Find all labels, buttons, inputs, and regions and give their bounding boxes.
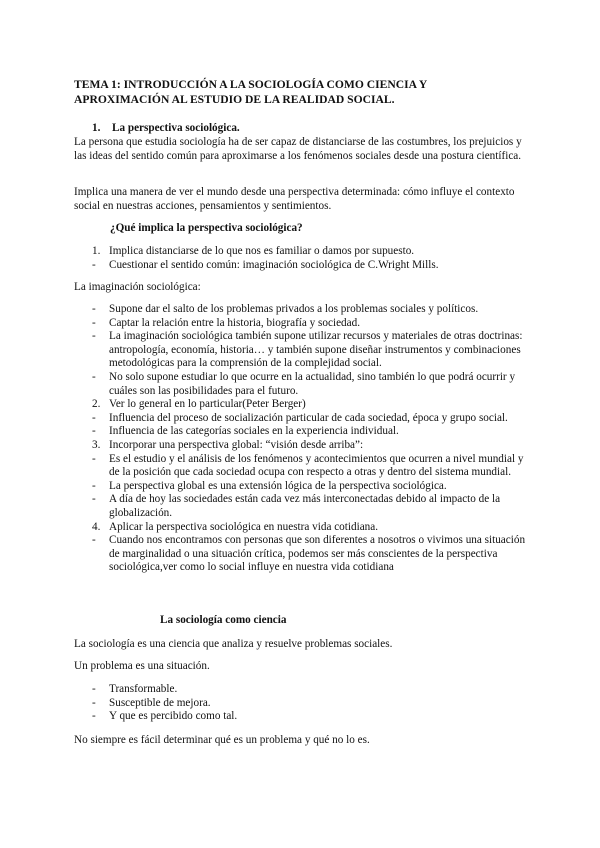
list-item-text: Aplicar la perspectiva sociológica en nuestra vida cotidiana. [109, 520, 379, 533]
paragraph: No siempre es fácil determinar qué es un problema y qué no lo es. [74, 734, 370, 746]
list-marker: - [92, 710, 96, 723]
paragraph: La imaginación sociológica: [74, 281, 201, 293]
list-item-text: Y que es percibido como tal. [109, 710, 238, 723]
list [74, 303, 534, 575]
list-marker: - [92, 534, 96, 547]
list-marker: - [92, 370, 96, 383]
list-item [74, 710, 534, 724]
title-line: TEMA 1: INTRODUCCIÓN A LA SOCIOLOGÍA COMO CIENCIA Y [74, 78, 428, 91]
list-marker: - [92, 452, 96, 465]
list-item [74, 259, 534, 273]
document-title [74, 77, 554, 107]
list-marker: - [92, 316, 96, 329]
list-item [74, 521, 534, 535]
list-marker: - [92, 479, 96, 492]
list-item-text: Implica distanciarse de lo que nos es familiar o damos por supuesto. [109, 245, 415, 257]
list-item [74, 371, 534, 398]
list-item-text: Cuestionar el sentido común: imaginación sociológica de C.Wright Mills. [109, 258, 439, 271]
section-heading [92, 122, 552, 136]
list-item [74, 439, 534, 453]
list-item [74, 425, 534, 439]
subsection-heading: ¿Qué implica la perspectiva sociológica? [110, 222, 303, 234]
list-item-text: Es el estudio y el análisis de los fenómenos y acontecimientos que ocurren a nivel mundial y de la posición que cada sociedad ocupa con respecto a otras y dentro del sistema mundial. [109, 452, 524, 479]
list-marker: - [92, 696, 96, 709]
list-item [74, 303, 534, 317]
list-item [74, 480, 534, 494]
paragraph: Implica una manera de ver el mundo desde una perspectiva determinada: cómo influye el contexto social en nuestras acciones, pensamientos y sentimientos. [74, 186, 515, 212]
list-marker: - [92, 425, 96, 438]
list-item-text: Cuando nos encontramos con personas que son diferentes a nosotros o vivimos una situación de marginalidad o una situación crítica, podemos ser más conscientes de la perspectiva sociológica,ver como lo social influye en nuestra vida cotidiana [109, 534, 526, 574]
list [74, 683, 534, 724]
list-item [74, 245, 534, 259]
list-item [74, 534, 534, 575]
list-item [74, 493, 534, 520]
section-heading: La sociología como ciencia [160, 614, 287, 626]
list-marker: 1. [92, 245, 101, 257]
list-item [74, 398, 534, 412]
list-item-text: A día de hoy las sociedades están cada vez más interconectadas debido al impacto de la globalización. [109, 493, 501, 519]
list-marker: 4. [92, 520, 101, 533]
list-marker: - [92, 493, 96, 506]
list-marker: 2. [92, 398, 101, 411]
list-item-text: Transformable. [109, 683, 178, 695]
paragraph: Un problema es una situación. [74, 660, 210, 672]
paragraph: La sociología es una ciencia que analiza y resuelve problemas sociales. [74, 638, 393, 650]
list-marker: - [92, 330, 96, 343]
list-item-text: Susceptible de mejora. [109, 696, 211, 709]
list-item [74, 412, 534, 426]
list [74, 245, 534, 272]
list-marker: - [92, 258, 96, 271]
title-line: APROXIMACIÓN AL ESTUDIO DE LA REALIDAD SOCIAL. [74, 93, 395, 106]
paragraph: La persona que estudia sociología ha de ser capaz de distanciarse de las costumbres, los prejuicios y las ideas del sentido común para aproximarse a los fenómenos sociales desde una postura científica. [74, 136, 522, 162]
list-item-text: Captar la relación entre la historia, biografía y sociedad. [109, 316, 360, 329]
list-item [74, 683, 534, 697]
list-item-text: Incorporar una perspectiva global: “visión desde arriba”: [109, 438, 364, 451]
list-item [74, 330, 534, 371]
list-marker: - [92, 411, 96, 424]
list-marker: - [92, 683, 96, 695]
list-item-text: No solo supone estudiar lo que ocurre en la actualidad, sino también lo que podrá ocurrir y cuáles son las posibilidades para el futuro. [109, 370, 516, 397]
list-marker: 3. [92, 438, 101, 451]
list-item [74, 697, 534, 711]
list-item-text: Ver lo general en lo particular(Peter Berger) [109, 398, 306, 411]
list-item-text: Influencia del proceso de socialización particular de cada sociedad, época y grupo social. [109, 411, 508, 424]
list-marker: - [92, 303, 96, 315]
list-item [74, 317, 534, 331]
list-item-text: Supone dar el salto de los problemas privados a los problemas sociales y políticos. [109, 303, 479, 315]
list-item [74, 453, 534, 480]
list-item-text: La perspectiva global es una extensión lógica de la perspectiva sociológica. [109, 479, 447, 492]
section-number: 1. [92, 122, 101, 134]
list-item-text: Influencia de las categorías sociales en la experiencia individual. [109, 425, 399, 438]
list-item-text: La imaginación sociológica también supone utilizar recursos y materiales de otras doctrinas: antropología, economía, historia… y también supone diseñar instrumentos y combinaciones metodológicas para la comprensión de la complejidad social. [109, 330, 523, 370]
section-heading-text: La perspectiva sociológica. [112, 122, 240, 134]
